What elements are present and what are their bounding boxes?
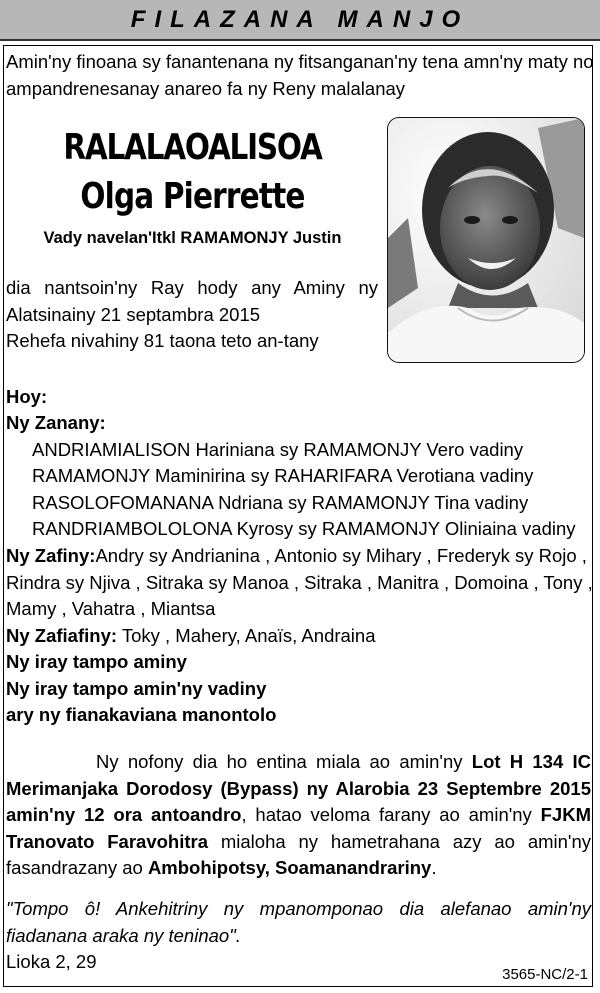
zafiny-label: Ny Zafiny: <box>6 545 96 566</box>
funeral-text-1: Ny nofony dia ho entina miala ao amin'ny <box>96 751 472 772</box>
zafiny-line-2: Rindra sy Njiva , Sitraka sy Manoa , Sitraka , Manitra , Domoina , Tony , <box>6 571 593 593</box>
church-name: FJKM Tranovato Faravohitra <box>6 804 591 852</box>
hoy-label: Hoy: <box>6 386 48 407</box>
funeral-text-2: , hatao veloma farany ao amin'ny <box>241 804 541 825</box>
zafiafiny-line <box>6 623 591 650</box>
funeral-text-3: mialoha ny hametrahana azy ao amin'ny fasandrazany ao <box>6 830 591 878</box>
intro-text <box>6 49 594 102</box>
intro-line-2: ampandrenesanay anareo fa ny Reny malalanay <box>6 77 406 99</box>
funeral-text-4: . <box>431 857 437 878</box>
deceased-surname: RALALAOALISOA <box>63 127 322 168</box>
portrait-image <box>388 118 584 362</box>
bible-quote: "Tompo ô! Ankehitriny ny mpanomponao dia alefanao amin'ny fiadanana araka ny teninao". <box>6 898 591 946</box>
notice-title: FILAZANA MANJO <box>130 5 470 33</box>
zafiny-names-1: Andry sy Andrianina , Antonio sy Mihary , Frederyk sy Rojo , <box>95 545 587 566</box>
death-announcement <box>6 275 378 355</box>
zafiny-line-3: Mamy , Vahatra , Miantsa <box>6 598 216 619</box>
child-line-1: ANDRIAMIALISON Hariniana sy RAMAMONJY Vero vadiny <box>32 439 524 460</box>
intro-line-1: Amin'ny finoana sy fanantenana ny fitsanganan'ny tena amn'ny maty no <box>6 51 594 72</box>
deceased-given-names: Olga Pierrette <box>80 176 305 217</box>
grandchildren-block <box>6 543 591 729</box>
zafiafiny-names: Toky , Mahery, Anaïs, Andraina <box>117 624 376 646</box>
spouse-line: Vady navelan'Itkl RAMAMONJY Justin <box>43 229 342 247</box>
zafiafiny-label: Ny Zafiafiny: <box>6 624 118 646</box>
siblings-line: Ny iray tampo aminy <box>6 651 187 672</box>
burial-place: Ambohipotsy, Soamanandrariny <box>147 857 432 878</box>
bible-reference: Lioka 2, 29 <box>6 951 97 972</box>
age-line: Rehefa nivahiny 81 taona teto an-tany <box>6 330 319 351</box>
death-line-2: Alatsinainy 21 septambra 2015 <box>6 303 261 325</box>
zafiny-line-1 <box>6 543 591 570</box>
funeral-details <box>6 749 591 882</box>
ad-code: 3565-NC/2-1 <box>502 966 588 983</box>
deceased-photo <box>387 117 585 363</box>
child-line-2: RAMAMONJY Maminirina sy RAHARIFARA Verotiana vadiny <box>32 465 534 486</box>
extended-family-line: ary ny fianakaviana manontolo <box>6 704 277 725</box>
child-line-3: RASOLOFOMANANA Ndriana sy RAMAMONJY Tina vadiny <box>32 492 529 513</box>
child-line-4: RANDRIAMBOLOLONA Kyrosy sy RAMAMONJY Oliniaina vadiny <box>32 518 576 539</box>
spouse-siblings-line: Ny iray tampo amin'ny vadiny <box>6 677 267 699</box>
death-line-1: dia nantsoin'ny Ray hody any Aminy ny <box>6 277 378 298</box>
header-bar <box>0 0 600 41</box>
funeral-location-date: Lot H 134 IC Merimanjaka Dorodosy (Bypass) ny Alarobia 23 Septembre 2015 amin'ny 12 ora antoandro <box>6 751 591 825</box>
zanany-label: Ny Zanany: <box>6 412 106 433</box>
